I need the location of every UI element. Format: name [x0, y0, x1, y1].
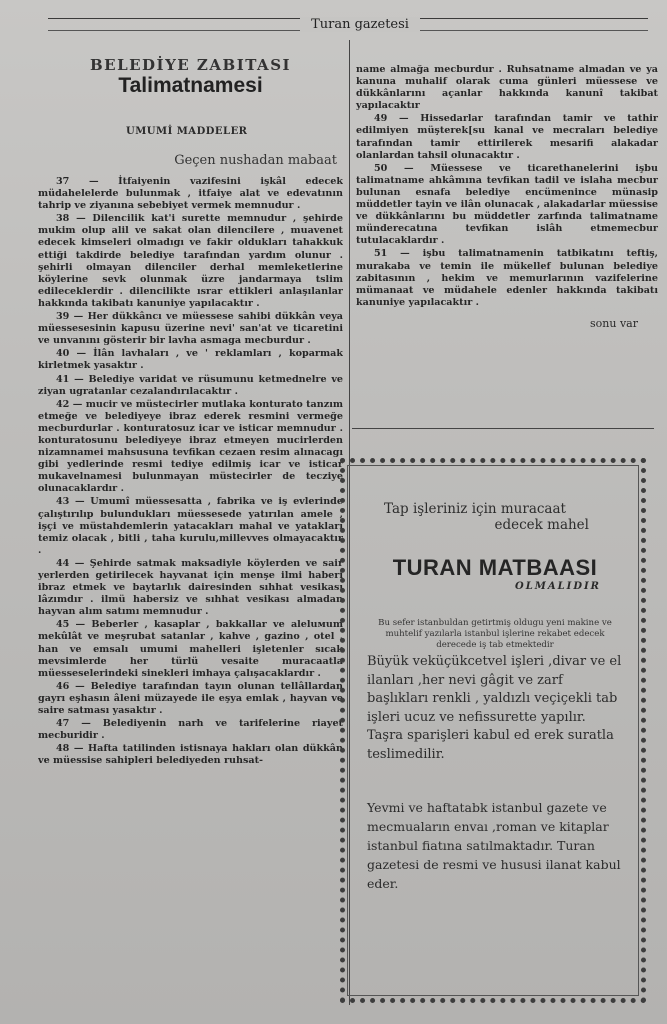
- ad-inner-border: [347, 465, 639, 996]
- article-title-line2: Talimatnamesi: [118, 74, 263, 97]
- continued-next-note: sonu var: [590, 316, 638, 330]
- ad-brand-sub: OLMALIDIR: [515, 581, 601, 592]
- article-paragraph: 44 — Şehirde satmak maksadiyle köylerden ve sair yerlerden getirilecek hayvanat için menşe ilmi haberi ibraz etmek ve baytarlık dairesinden sıhhat vesikası lâzımdır . ilmü habersiz ve sıhhat vesikası almadan hayvan alım satımı memnudur .: [38, 557, 343, 618]
- ad-brand: TURAN MATBAASI: [392, 555, 598, 580]
- article-paragraph: 48 — Hafta tatilinden istisnaya hakları olan dükkân ve müessise sahipleri belediyeden ruhsat-: [38, 743, 343, 767]
- article-paragraph: name almağa mecburdur . Ruhsatname almadan ve ya kanuna muhalif olarak cuma günleri müessese ve dükkânlarını açanlar hakkında kanunî takibat yapılacaktır: [356, 64, 658, 112]
- article-paragraph: 42 — mucir ve müstecirler mutlaka konturato tanzım etmeğe ve belediyeye ibraz ederek resmini vermeğe mecburdurlar . konturatosuz icar ve isticar memnudur . konturatosunu belediyeye ibraz etmeyen mucirlerden nizamnamei mahsusuna tevfikan cezaen resim alınacagı gibi yedlerinde resmi tediye edilmiş icar ve isticar mukavelnamesi bulunmayan müstecirler de tecziye olunacaklardır .: [38, 398, 343, 495]
- article-subheading: UMUMİ MADDELER: [126, 126, 248, 137]
- article-paragraph: 45 — Beberler , kasaplar , bakkallar ve aleluмum mekûlât ve meşrubat satanlar , kahve , gazino , otel , han ve emsalı umumi mahelleri işletenler sıcak mevsimlerde her türlü vesaite muracaatla müesseselerindeki sinekleri imhaya çalışacaklardır .: [38, 619, 343, 679]
- article-paragraph: 39 — Her dükkâncı ve müessese sahibi dükkân veya müessesesinin kapusu üzerine nevi' san'at ve ticaretini ve unvanını gösterir bir lavha asmaga mecburdur .: [38, 311, 343, 347]
- ad-line2: edecek mahel: [494, 517, 589, 533]
- article-paragraph: 38 — Dilencilik kat'i surette memnudur , şehirde mukim olup alil ve sakat olan dilencilere , muavenet edecek kimseleri olmadıgı ve fakir oldukları tahakkuk ettiği takdirde belediye tarafından yardım olunur . şehirli olmayan dilenciler derhal memleketlerine köylerine sevk olunmak üzre jandarmaya tslim edileceklerdir . dilencilikte ısrar ettikleri anlaşılanlar hakkında takibatı kanuniye yapılacaktır .: [38, 213, 343, 309]
- article-paragraph: 37 — İtfaiyenin vazifesini işkâl edecek müdahelelerde bulunmak , itfaiye alat ve edevatının tahrip ve ziyanına sebebiyet vermek memnudur .: [38, 176, 343, 212]
- advertisement-box: [340, 458, 646, 1003]
- article-paragraph: 46 — Belediye tarafından tayın olunan tellâllardan gayrı eşhasın âleni müzayede ile eşya emlak , hayvan ve saire satması yasaktır .: [38, 680, 343, 717]
- article-title-line1: BELEDİYE ZABITASI: [89, 56, 292, 74]
- article-paragraph: 40 — İlân lavhaları , ve ' reklamları , koparmak kirletmek yasaktır .: [38, 348, 343, 372]
- article-paragraph: 41 — Belediye varidat ve rüsumunu ketmednelre ve ziyan ugratanlar cezalandırılacaktır .: [38, 373, 343, 397]
- ad-line1: Tap işleriniz için muracaat: [384, 501, 566, 517]
- article-paragraph: 47 — Belediyenin narh ve tarifelerine riayet mecburidir .: [38, 718, 343, 742]
- masthead: Turan gazetesi: [300, 17, 420, 32]
- ad-small-text: Bu sefer istanbuldan getirtmiş oldugu yeni makine ve muhtelif yazılarla istanbul işlerine rekabet edecek derecede iş tab etmektedir: [378, 618, 612, 650]
- left-column: [38, 50, 343, 1015]
- article-paragraph: 49 — Hissedarlar tarafından tamir ve tathir edilmiyen müşterek[su kanal ve mecraları belediye tarafından tamir ettirilerek mesarifi alakadar olanlardan tahsil olunacaktır .: [356, 113, 658, 161]
- continued-note: Geçen nushadan mabaat: [174, 153, 337, 168]
- article-paragraph: 50 — Müessese ve ticarethanelerini işbu talimatname ahkâmına tevfikan tadil ve islaha mecbur bulunan esnafa belediye encümenince münasip müddetler tayin ve ilân olunacak , alakadarlar müessise ve dükkânlarını bu müddetler zarfında talimatname münderecatına tevfikan islâh etmemecbur tutulacaklardır .: [356, 162, 658, 247]
- article-paragraph: 51 — işbu talimatnamenin tatbikatını teftiş, murakaba ve temin ile mükellef bulunan belediye zabitasının , hekim ve memurlarının vazifelerine mümanaat ve müdahele edenler hakkında takibatı kanuniye yapılacaktır .: [356, 248, 658, 308]
- right-column: [356, 64, 658, 330]
- ad-body2: Yevmi ve haftatabk istanbul gazete ve mecmuaların envaı ,roman ve kitaplar istanbul fiatına satılmaktadır. Turan gazetesi de resmi ve hususi ilanat kabul eder.: [367, 800, 621, 891]
- section-rule: [352, 428, 654, 429]
- article-paragraph: 43 — Umumî müessesatta , fabrika ve iş evlerinde çalıştırılıp bulundukları müessesede yatırılan amele , işçi ve müstahdemlerin yatacakları mahal ve yatakları temiz olacak , bitli , taha kurulu,millevves olmayacaktır .: [38, 496, 343, 556]
- ad-body: Büyük veküçükcetvel işleri ,divar ve el ilanları ,her nevi gâgit ve zarf başlıkları renkli , yaldızlı veçiçekli tab işleri ucuz ve nefissurette yapılır. Taşra sparişleri kabul ed erek suratla teslimedilir.: [367, 654, 622, 762]
